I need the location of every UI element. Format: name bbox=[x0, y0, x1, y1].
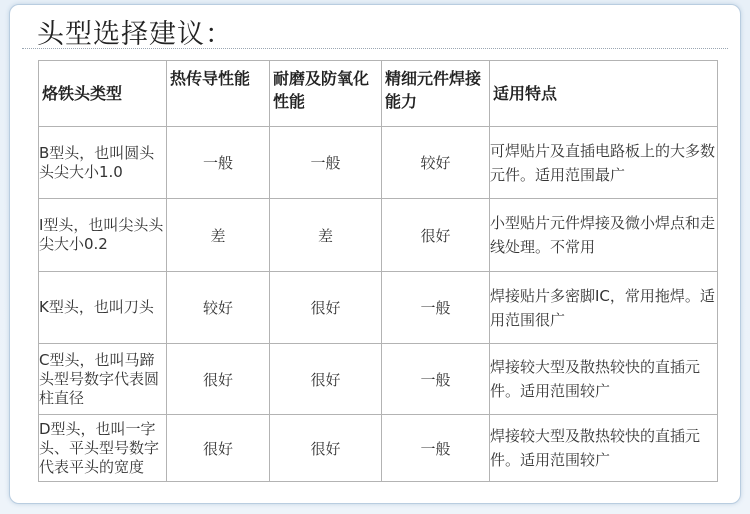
tip-type-cell: B型头，也叫圆头头尖大小1.0 bbox=[39, 127, 167, 199]
page-title: 头型选择建议： bbox=[37, 19, 233, 50]
table-row bbox=[39, 272, 718, 344]
table-row bbox=[39, 344, 718, 415]
table-header-row bbox=[39, 61, 718, 127]
fine-cell: 一般 bbox=[382, 344, 490, 415]
feature-cell: 可焊贴片及直插电路板上的大多数元件。适用范围最广 bbox=[490, 127, 718, 199]
wear-cell: 差 bbox=[270, 199, 382, 272]
wear-cell: 很好 bbox=[270, 272, 382, 344]
fine-cell: 一般 bbox=[382, 415, 490, 482]
fine-cell: 一般 bbox=[382, 272, 490, 344]
heat-cell: 一般 bbox=[167, 127, 270, 199]
tip-type-cell: C型头，也叫马蹄头型号数字代表圆柱直径 bbox=[39, 344, 167, 415]
table-row bbox=[39, 127, 718, 199]
feature-cell: 焊接较大型及散热较快的直插元件。适用范围较广 bbox=[490, 344, 718, 415]
header-fine-soldering: 精细元件焊接能力 bbox=[382, 61, 490, 127]
feature-cell: 焊接较大型及散热较快的直插元件。适用范围较广 bbox=[490, 415, 718, 482]
header-features: 适用特点 bbox=[490, 61, 718, 127]
wear-cell: 很好 bbox=[270, 344, 382, 415]
fine-cell: 较好 bbox=[382, 127, 490, 199]
fine-cell: 很好 bbox=[382, 199, 490, 272]
table-row bbox=[39, 199, 718, 272]
wear-cell: 一般 bbox=[270, 127, 382, 199]
tip-type-cell: I型头，也叫尖头头尖大小0.2 bbox=[39, 199, 167, 272]
tip-type-cell: D型头，也叫一字头、平头型号数字代表平头的宽度 bbox=[39, 415, 167, 482]
feature-cell: 焊接贴片多密脚IC，常用拖焊。适用范围很广 bbox=[490, 272, 718, 344]
tip-selection-table bbox=[38, 60, 718, 482]
tip-type-cell: K型头，也叫刀头 bbox=[39, 272, 167, 344]
header-heat-conduction: 热传导性能 bbox=[167, 61, 270, 127]
header-tip-type: 烙铁头类型 bbox=[39, 61, 167, 127]
feature-cell: 小型贴片元件焊接及微小焊点和走线处理。不常用 bbox=[490, 199, 718, 272]
heat-cell: 较好 bbox=[167, 272, 270, 344]
wear-cell: 很好 bbox=[270, 415, 382, 482]
heat-cell: 很好 bbox=[167, 415, 270, 482]
heat-cell: 差 bbox=[167, 199, 270, 272]
heat-cell: 很好 bbox=[167, 344, 270, 415]
title-divider bbox=[22, 48, 728, 49]
header-wear-oxidation: 耐磨及防氧化性能 bbox=[270, 61, 382, 127]
table-row bbox=[39, 415, 718, 482]
